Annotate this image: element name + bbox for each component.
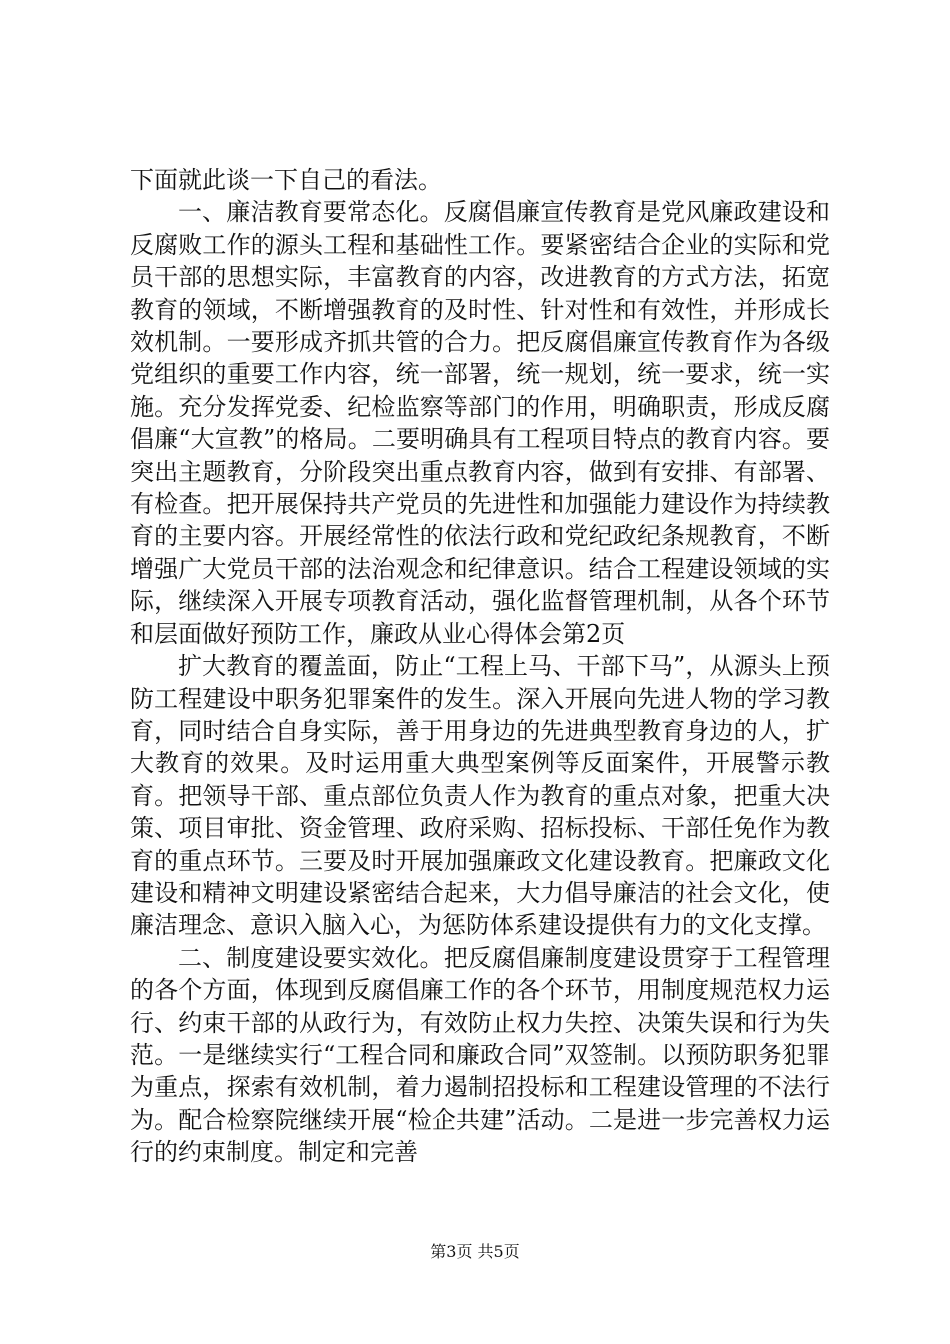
paragraph-system-construction: 二、制度建设要实效化。把反腐倡廉制度建设贯穿于工程管理的各个方面，体现到反腐倡廉工作的各个环节，用制度规范权力运行、约束干部的从政行为，有效防止权力失控、决策失误和行为失范。一是继续实行“工程合同和廉政合同”双签制。以预防职务犯罪为重点，探索有效机制，着力遏制招投标和工程建设管理的不法行为。配合检察院继续开展“检企共建”活动。二是进一步完善权力运行的约束制度。制定和完善 [130,943,830,1167]
paragraph-integrity-education: 一、廉洁教育要常态化。反腐倡廉宣传教育是党风廉政建设和反腐败工作的源头工程和基础性工作。要紧密结合企业的实际和党员干部的思想实际，丰富教育的内容，改进教育的方式方法，拓宽教育的领域，不断增强教育的及时性、针对性和有效性，并形成长效机制。一要形成齐抓共管的合力。把反腐倡廉宣传教育作为各级党组织的重要工作内容，统一部署，统一规划，统一要求，统一实施。充分发挥党委、纪检监察等部门的作用，明确职责，形成反腐倡廉“大宣教”的格局。二要明确具有工程项目特点的教育内容。要突出主题教育，分阶段突出重点教育内容，做到有安排、有部署、有检查。把开展保持共产党员的先进性和加强能力建设作为持续教育的主要内容。开展经常性的依法行政和党纪政纪条规教育，不断增强广大党员干部的法治观念和纪律意识。结合工程建设领域的实际，继续深入开展专项教育活动，强化监督管理机制，从各个环节和层面做好预防工作，廉政从业心得体会第2页 [130,198,830,648]
paragraph-education-coverage: 扩大教育的覆盖面，防止“工程上马、干部下马”，从源头上预防工程建设中职务犯罪案件的发生。深入开展向先进人物的学习教育，同时结合自身实际，善于用身边的先进典型教育身边的人，扩大教育的效果。及时运用重大典型案例等反面案件，开展警示教育。把领导干部、重点部位负责人作为教育的重点对象，把重大决策、项目审批、资金管理、政府采购、招标投标、干部任免作为教育的重点环节。三要及时开展加强廉政文化建设教育。把廉政文化建设和精神文明建设紧密结合起来，大力倡导廉洁的社会文化，使廉洁理念、意识入脑入心，为惩防体系建设提供有力的文化支撑。 [130,652,830,940]
page-footer: 第3页 共5页 [430,1242,520,1261]
paragraph-intro: 下面就此谈一下自己的看法。 [130,166,442,194]
document-body [130,164,830,1169]
